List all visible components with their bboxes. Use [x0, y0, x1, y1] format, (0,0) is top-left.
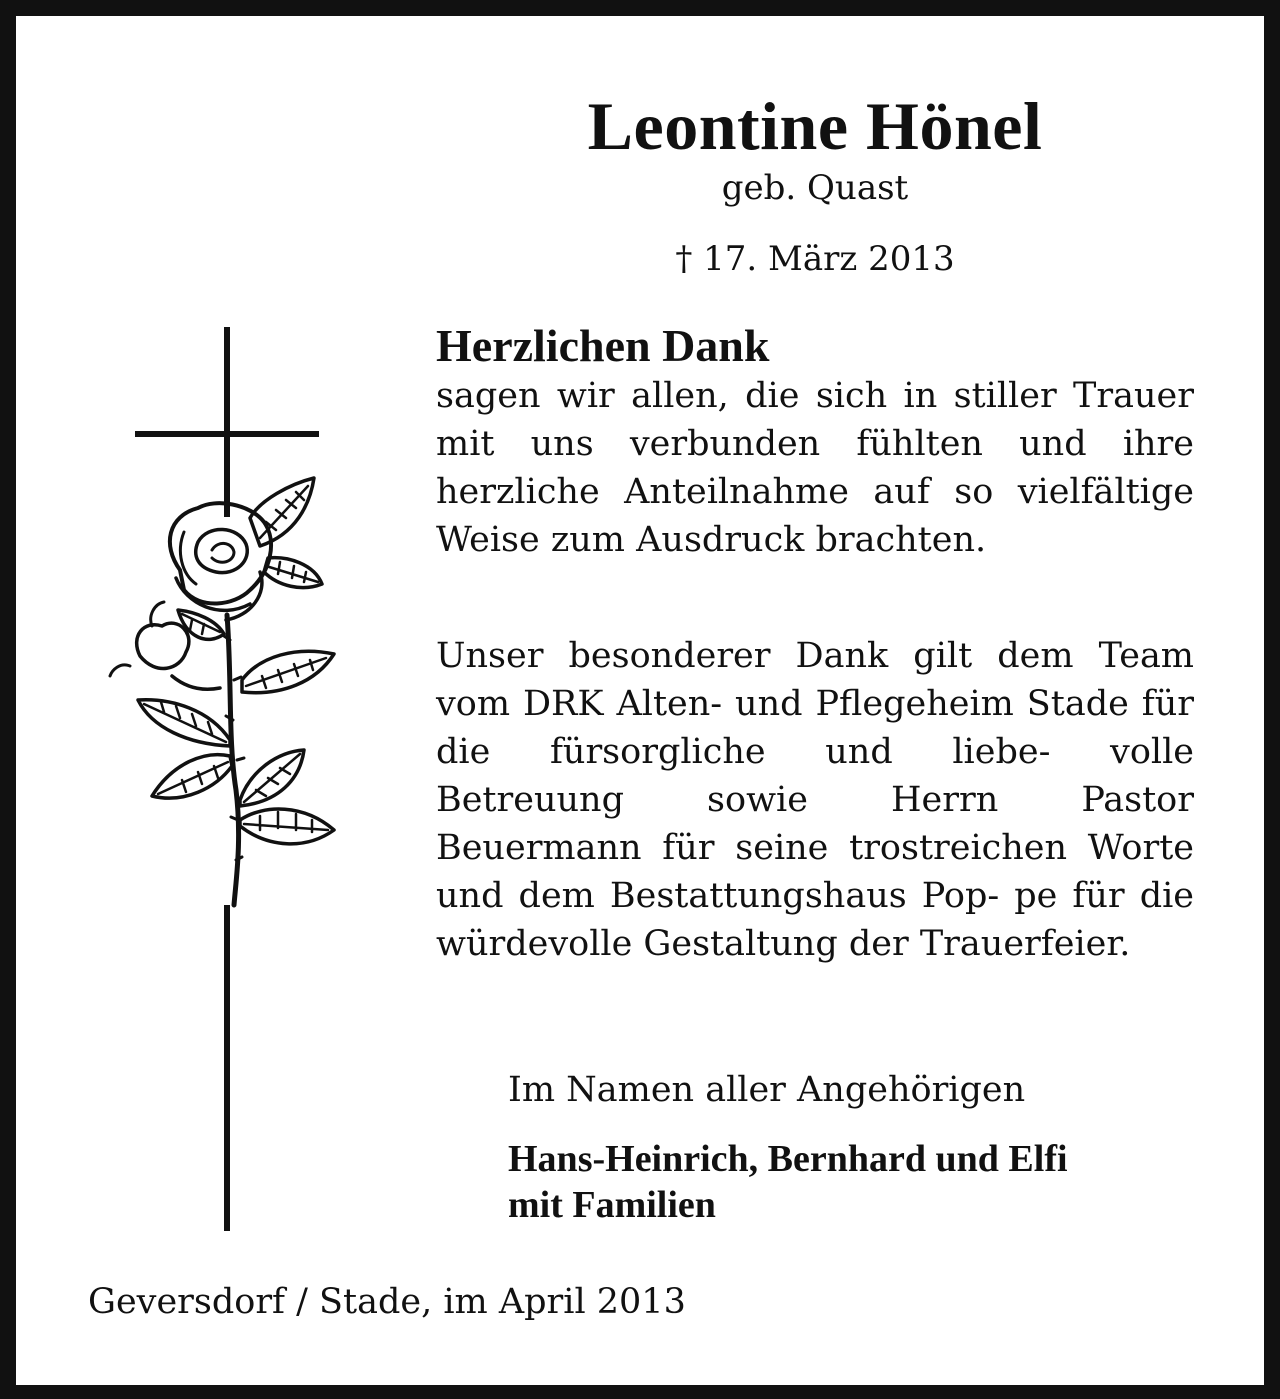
thanks-heading: Herzlichen Dank: [436, 320, 770, 371]
maiden-name: geb. Quast: [721, 168, 909, 208]
thanks-paragraph-1: sagen wir allen, die sich in stiller Trauer mit uns verbunden fühlten und ihre herzliche Anteilnahme auf so vielfältige Weise zum Ausdruck brachten.: [436, 376, 1194, 560]
place-and-date: Geversdorf / Stade, im April 2013: [88, 1282, 686, 1322]
signers-line-1: Hans-Heinrich, Bernhard und Elfi: [508, 1138, 1068, 1180]
thanks-paragraph-2: Unser besonderer Dank gilt dem Team vom DRK Alten- und Pflegeheim Stade für die fürsorgliche und liebe- volle Betreuung sowie Herrn Pastor Beuermann für seine trostreichen Worte und dem Bestattungshaus Pop- pe für die würdevolle Gestaltung der Trauerfeier.: [436, 636, 1194, 964]
death-date: † 17. März 2013: [675, 239, 955, 279]
signers-line-2: mit Familien: [508, 1184, 716, 1226]
signers: [508, 1136, 1208, 1228]
deceased-name: Leontine Hönel: [587, 88, 1043, 164]
cross-with-rose-illustration: [100, 320, 350, 1235]
on-behalf-line: Im Namen aller Angehörigen: [508, 1070, 1026, 1110]
rose-icon: [110, 478, 334, 905]
